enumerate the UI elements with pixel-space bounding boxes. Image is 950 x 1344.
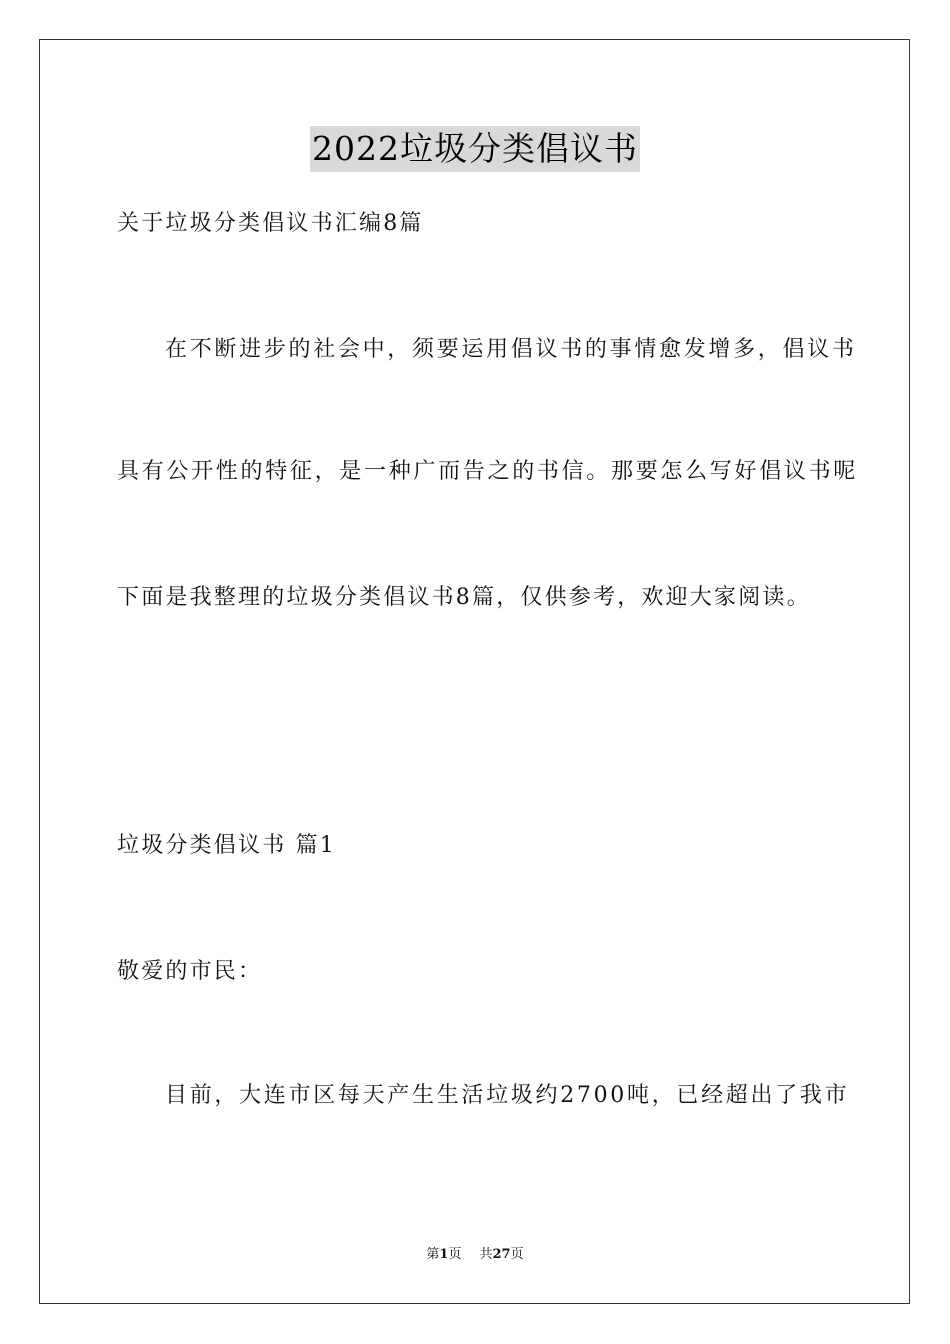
document-title: 2022垃圾分类倡议书 bbox=[310, 126, 640, 172]
document-subtitle: 关于垃圾分类倡议书汇编8篇 bbox=[117, 211, 424, 236]
page-prefix: 第 bbox=[426, 1247, 440, 1262]
section-heading: 垃圾分类倡议书 篇1 bbox=[117, 833, 336, 858]
salutation: 敬爱的市民： bbox=[117, 959, 263, 984]
total-pages: 27 bbox=[492, 1247, 511, 1262]
intro-line-3: 下面是我整理的垃圾分类倡议书8篇，仅供参考，欢迎大家阅读。 bbox=[117, 585, 811, 610]
intro-line-1: 在不断进步的社会中，须要运用倡议书的事情愈发增多，倡议书 bbox=[165, 337, 857, 362]
page-number: 1 bbox=[439, 1247, 449, 1262]
page-footer bbox=[0, 1246, 950, 1264]
body-line-1: 目前，大连市区每天产生生活垃圾约2700吨，已经超出了我市 bbox=[165, 1083, 850, 1108]
page-suffix: 页 bbox=[448, 1247, 462, 1262]
intro-line-2: 具有公开性的特征，是一种广而告之的书信。那要怎么写好倡议书呢 bbox=[117, 459, 859, 484]
title-container bbox=[0, 126, 950, 172]
total-suffix: 页 bbox=[510, 1247, 524, 1262]
total-prefix: 共 bbox=[479, 1247, 493, 1262]
